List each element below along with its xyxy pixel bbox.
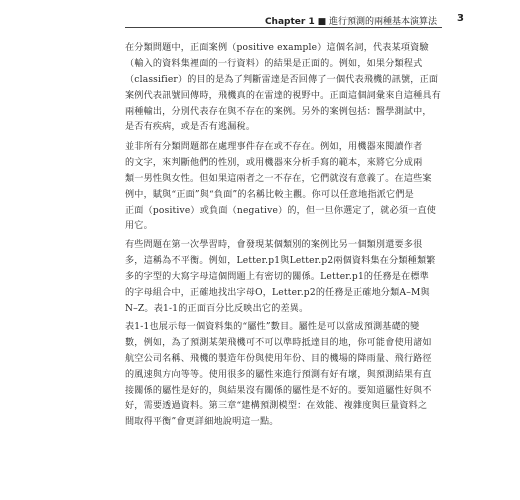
paragraph-line: 航空公司名稱、飛機的製造年份與使用年份、目的機場的降雨量、飛行路徑 [125, 353, 432, 364]
paragraph-line: N–Z。表1-1的正面百分比反映出它的差異。 [125, 303, 309, 314]
running-header [0, 12, 520, 28]
paragraph-line: 在分類問題中，正面案例（positive example）這個名詞，代表某項資驗 [125, 43, 429, 53]
paragraph-line: 兩種輸出，分別代表存在與不存在的案例。另外的案例包括：醫學測試中， [125, 106, 432, 117]
paragraph-line: 的文字，來判斷他們的性別，或用機器來分析手寫的範本，來將它分成兩 [125, 157, 423, 168]
paragraph-line: 並非所有分類問題都在處理事件存在或不存在。例如，用機器來閱讀作者 [125, 142, 423, 152]
chapter-title: 進行預測的兩種基本演算法 [328, 17, 437, 27]
paragraph-line: 的風速與方向等等。使用很多的屬性來進行預測有好有壞，與預測結果有直 [125, 369, 432, 380]
paragraph-line: 間取得平衡”會更詳細地說明這一點。 [125, 417, 279, 428]
paragraph-line: 的字母組合中，正確地找出字母O，Letter.p2的任務是正確地分類A–M與 [125, 287, 430, 298]
chapter-label: Chapter 1 [264, 17, 315, 27]
paragraph-line: 是否有疾病，或是否有逃漏稅。 [125, 122, 256, 133]
paragraph-positive-example [125, 41, 441, 136]
paragraph-line: 有些問題在第一次學習時，會發現某個類別的案例比另一個類別還要多很 [125, 240, 423, 250]
paragraph-imbalance [125, 238, 436, 317]
paragraph-line: 多的字型的大寫字母這個問題上有密切的關係。Letter.p1的任務是在標準 [125, 271, 429, 282]
header-rule [125, 27, 442, 28]
paragraph-line: 正面（positive）或負面（negative）的，但一旦你選定了，就必須一直使 [125, 205, 437, 216]
paragraph-line: 多，這稱為不平衡。例如，Letter.p1與Letter.p2兩個資料集在分類種類繁 [125, 255, 436, 266]
header-separator: ■ [317, 17, 327, 27]
paragraph-line: （classifier）的目的是為了判斷雷達是否回傳了一個代表飛機的訊號，正面 [125, 74, 439, 85]
paragraph-subjective-labels [125, 140, 437, 235]
paragraph-line: 表1-1也展示每一個資料集的“屬性”數目。屬性是可以當成預測基礎的變 [125, 322, 420, 332]
paragraph-line: 接關係的屬性是好的，與結果沒有關係的屬性是不好的。要知道屬性好與不 [125, 385, 432, 396]
page-number: 3 [457, 13, 464, 24]
paragraph-line: 用它。 [125, 221, 153, 232]
paragraph-line: （輸入的資料集裡面的一行資料）的結果是正面的。例如，如果分類程式 [125, 58, 423, 69]
paragraph-line: 例中，賦與“正面”與“負面”的名稱比較主觀。你可以任意地指派它們是 [125, 189, 414, 200]
paragraph-line: 案例代表訊號回傳時，飛機真的在雷達的視野中。正面這個詞彙來自這種具有 [125, 90, 441, 101]
paragraph-line: 數，例如，為了預測某架飛機可不可以準時抵達目的地，你可能會使用諸如 [125, 337, 432, 348]
paragraph-attributes [125, 320, 432, 431]
paragraph-line: 好，需要透過資料。第三章“建構預測模型：在效能、複雜度與巨量資料之 [125, 401, 428, 412]
running-head [265, 14, 437, 27]
paragraph-line: 類一男性與女性。但如果這兩者之一不存在，它們就沒有意義了。在這些案 [125, 173, 432, 184]
